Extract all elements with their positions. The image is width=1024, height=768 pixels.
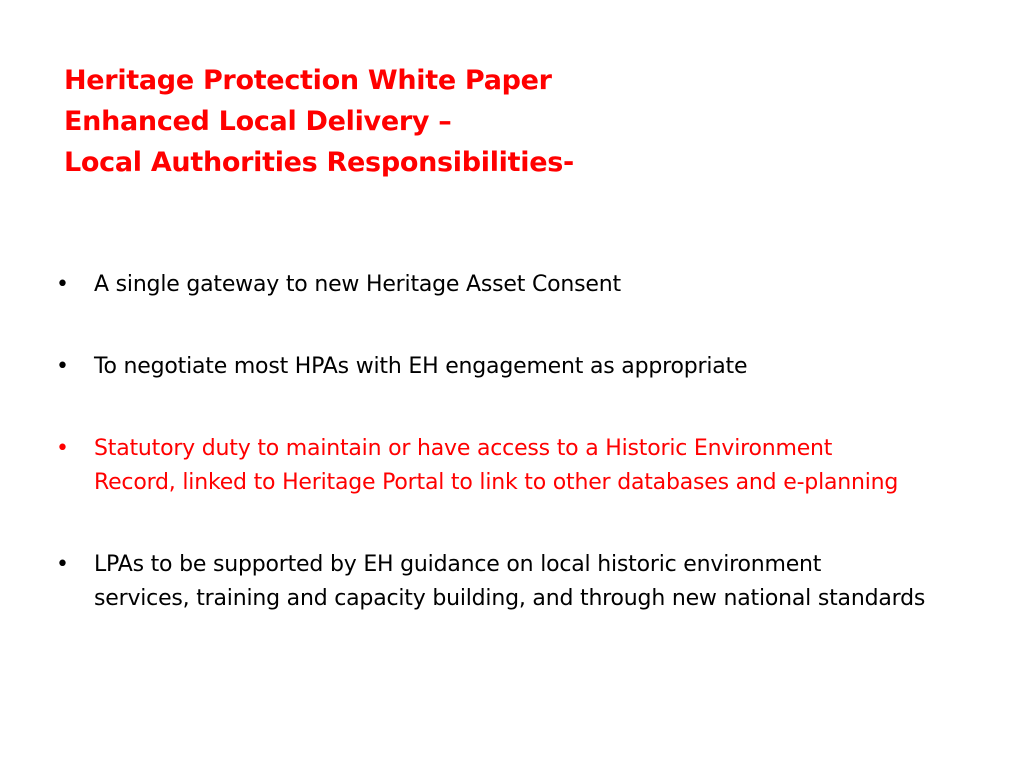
title-line-1: Heritage Protection White Paper (64, 65, 552, 96)
bullet-dot: • (56, 272, 69, 297)
bullet-dot: • (56, 552, 69, 577)
bullet-text-line: LPAs to be supported by EH guidance on local historic environment (94, 552, 822, 577)
bullet-list (56, 268, 996, 664)
title-line-2: Enhanced Local Delivery – (64, 106, 452, 137)
bullet-item-negotiate (56, 350, 996, 384)
bullet-dot: • (56, 354, 69, 379)
bullet-text-line: Statutory duty to maintain or have access to a Historic Environment (94, 436, 833, 461)
bullet-text-line: services, training and capacity building, and through new national standards (94, 586, 926, 611)
title-line-3: Local Authorities Responsibilities- (64, 147, 574, 178)
bullet-text-line: Record, linked to Heritage Portal to link to other databases and e-planning (94, 470, 899, 495)
bullet-text-line: To negotiate most HPAs with EH engagement as appropriate (94, 354, 748, 379)
bullet-dot: • (56, 436, 69, 461)
bullet-item-lpas-support (56, 548, 996, 616)
bullet-text-line: A single gateway to new Heritage Asset Consent (94, 272, 621, 297)
slide-title (64, 60, 964, 183)
bullet-item-statutory-duty (56, 432, 996, 500)
bullet-item-gateway (56, 268, 996, 302)
